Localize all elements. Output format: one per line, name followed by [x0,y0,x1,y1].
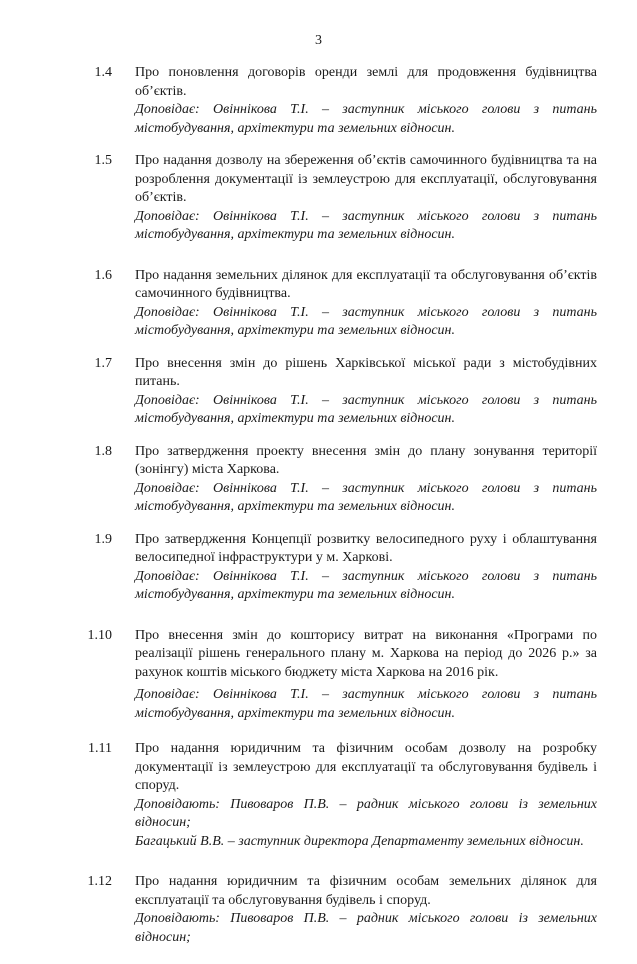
item-number: 1.4 [94,65,112,80]
item-body [135,152,597,245]
item-body [135,627,597,724]
item-body [135,267,597,341]
agenda-item [0,64,637,138]
item-speaker: Багацький В.В. – заступник директора Департаменту земельних відносин. [135,833,584,849]
item-speaker: Доповідає: Овіннікова Т.І. – заступник міського голови з питань містобудування, архітектури та земельних відносин. [135,102,597,136]
item-speaker: Доповідають: Пивоваров П.В. – радник міського голови із земельних відносин; [135,796,597,830]
item-title: Про надання юридичним та фізичним особам земельних ділянок для експлуатації та обслуговування будівель і споруд. [135,874,597,908]
item-speaker: Доповідають: Пивоваров П.В. – радник міського голови із земельних відносин; [135,911,597,945]
item-number: 1.6 [94,267,112,283]
item-speaker: Доповідає: Овіннікова Т.І. – заступник міського голови з питань містобудування, архітектури та земельних відносин. [135,304,597,338]
item-title: Про внесення змін до рішень Харківської міської ради з містобудівних питань. [135,355,597,389]
item-title: Про надання юридичним та фізичним особам дозволу на розробку документації із землеустрою для експлуатації та обслуговування будівель і споруд. [135,741,597,793]
item-title: Про поновлення договорів оренди землі для продовження будівництва об’єктів. [135,65,597,99]
item-body [135,740,597,851]
item-number: 1.5 [94,153,112,168]
item-body [135,873,597,947]
agenda-item [0,740,637,851]
item-number: 1.10 [87,627,112,643]
item-body [135,64,597,138]
page-number: 3 [315,33,322,48]
item-title: Про затвердження Концепції розвитку велосипедного руху і облаштування велосипедної інфраструктури у м. Харкові. [135,531,597,565]
item-number: 1.9 [94,531,112,547]
agenda-item [0,267,637,341]
item-speaker: Доповідає: Овіннікова Т.І. – заступник міського голови з питань містобудування, архітектури та земельних відносин. [135,208,597,242]
agenda-item [0,443,637,517]
item-speaker: Доповідає: Овіннікова Т.І. – заступник міського голови з питань містобудування, архітектури та земельних відносин. [135,568,597,602]
item-number: 1.7 [94,355,112,371]
item-body [135,443,597,517]
item-body [135,355,597,429]
agenda-item [0,355,637,429]
item-title: Про надання дозволу на збереження об’єктів самочинного будівництва та на розроблення документації із землеустрою для експлуатації, обслуговування об’єктів. [135,153,597,205]
agenda-item [0,873,637,947]
item-body [135,531,597,605]
item-number: 1.12 [87,874,112,889]
item-speaker: Доповідає: Овіннікова Т.І. – заступник міського голови з питань містобудування, архітектури та земельних відносин. [135,480,597,514]
item-title: Про надання земельних ділянок для експлуатації та обслуговування об’єктів самочинного будівництва. [135,267,597,301]
item-number: 1.8 [94,443,112,459]
agenda-item [0,152,637,245]
item-speaker: Доповідає: Овіннікова Т.І. – заступник міського голови з питань містобудування, архітектури та земельних відносин. [135,687,597,721]
item-title: Про затвердження проекту внесення змін до плану зонування території (зонінгу) міста Харкова. [135,443,597,477]
item-speaker: Доповідає: Овіннікова Т.І. – заступник міського голови з питань містобудування, архітектури та земельних відносин. [135,392,597,426]
item-title: Про внесення змін до кошторису витрат на виконання «Програми по реалізації рішень генерального плану м. Харкова на період до 2026 р.» за рахунок коштів міського бюджету міста Харкова на 2016 рік. [135,627,597,680]
agenda-list [0,64,637,964]
agenda-item [0,531,637,605]
agenda-item [0,627,637,724]
item-number: 1.11 [88,741,112,756]
